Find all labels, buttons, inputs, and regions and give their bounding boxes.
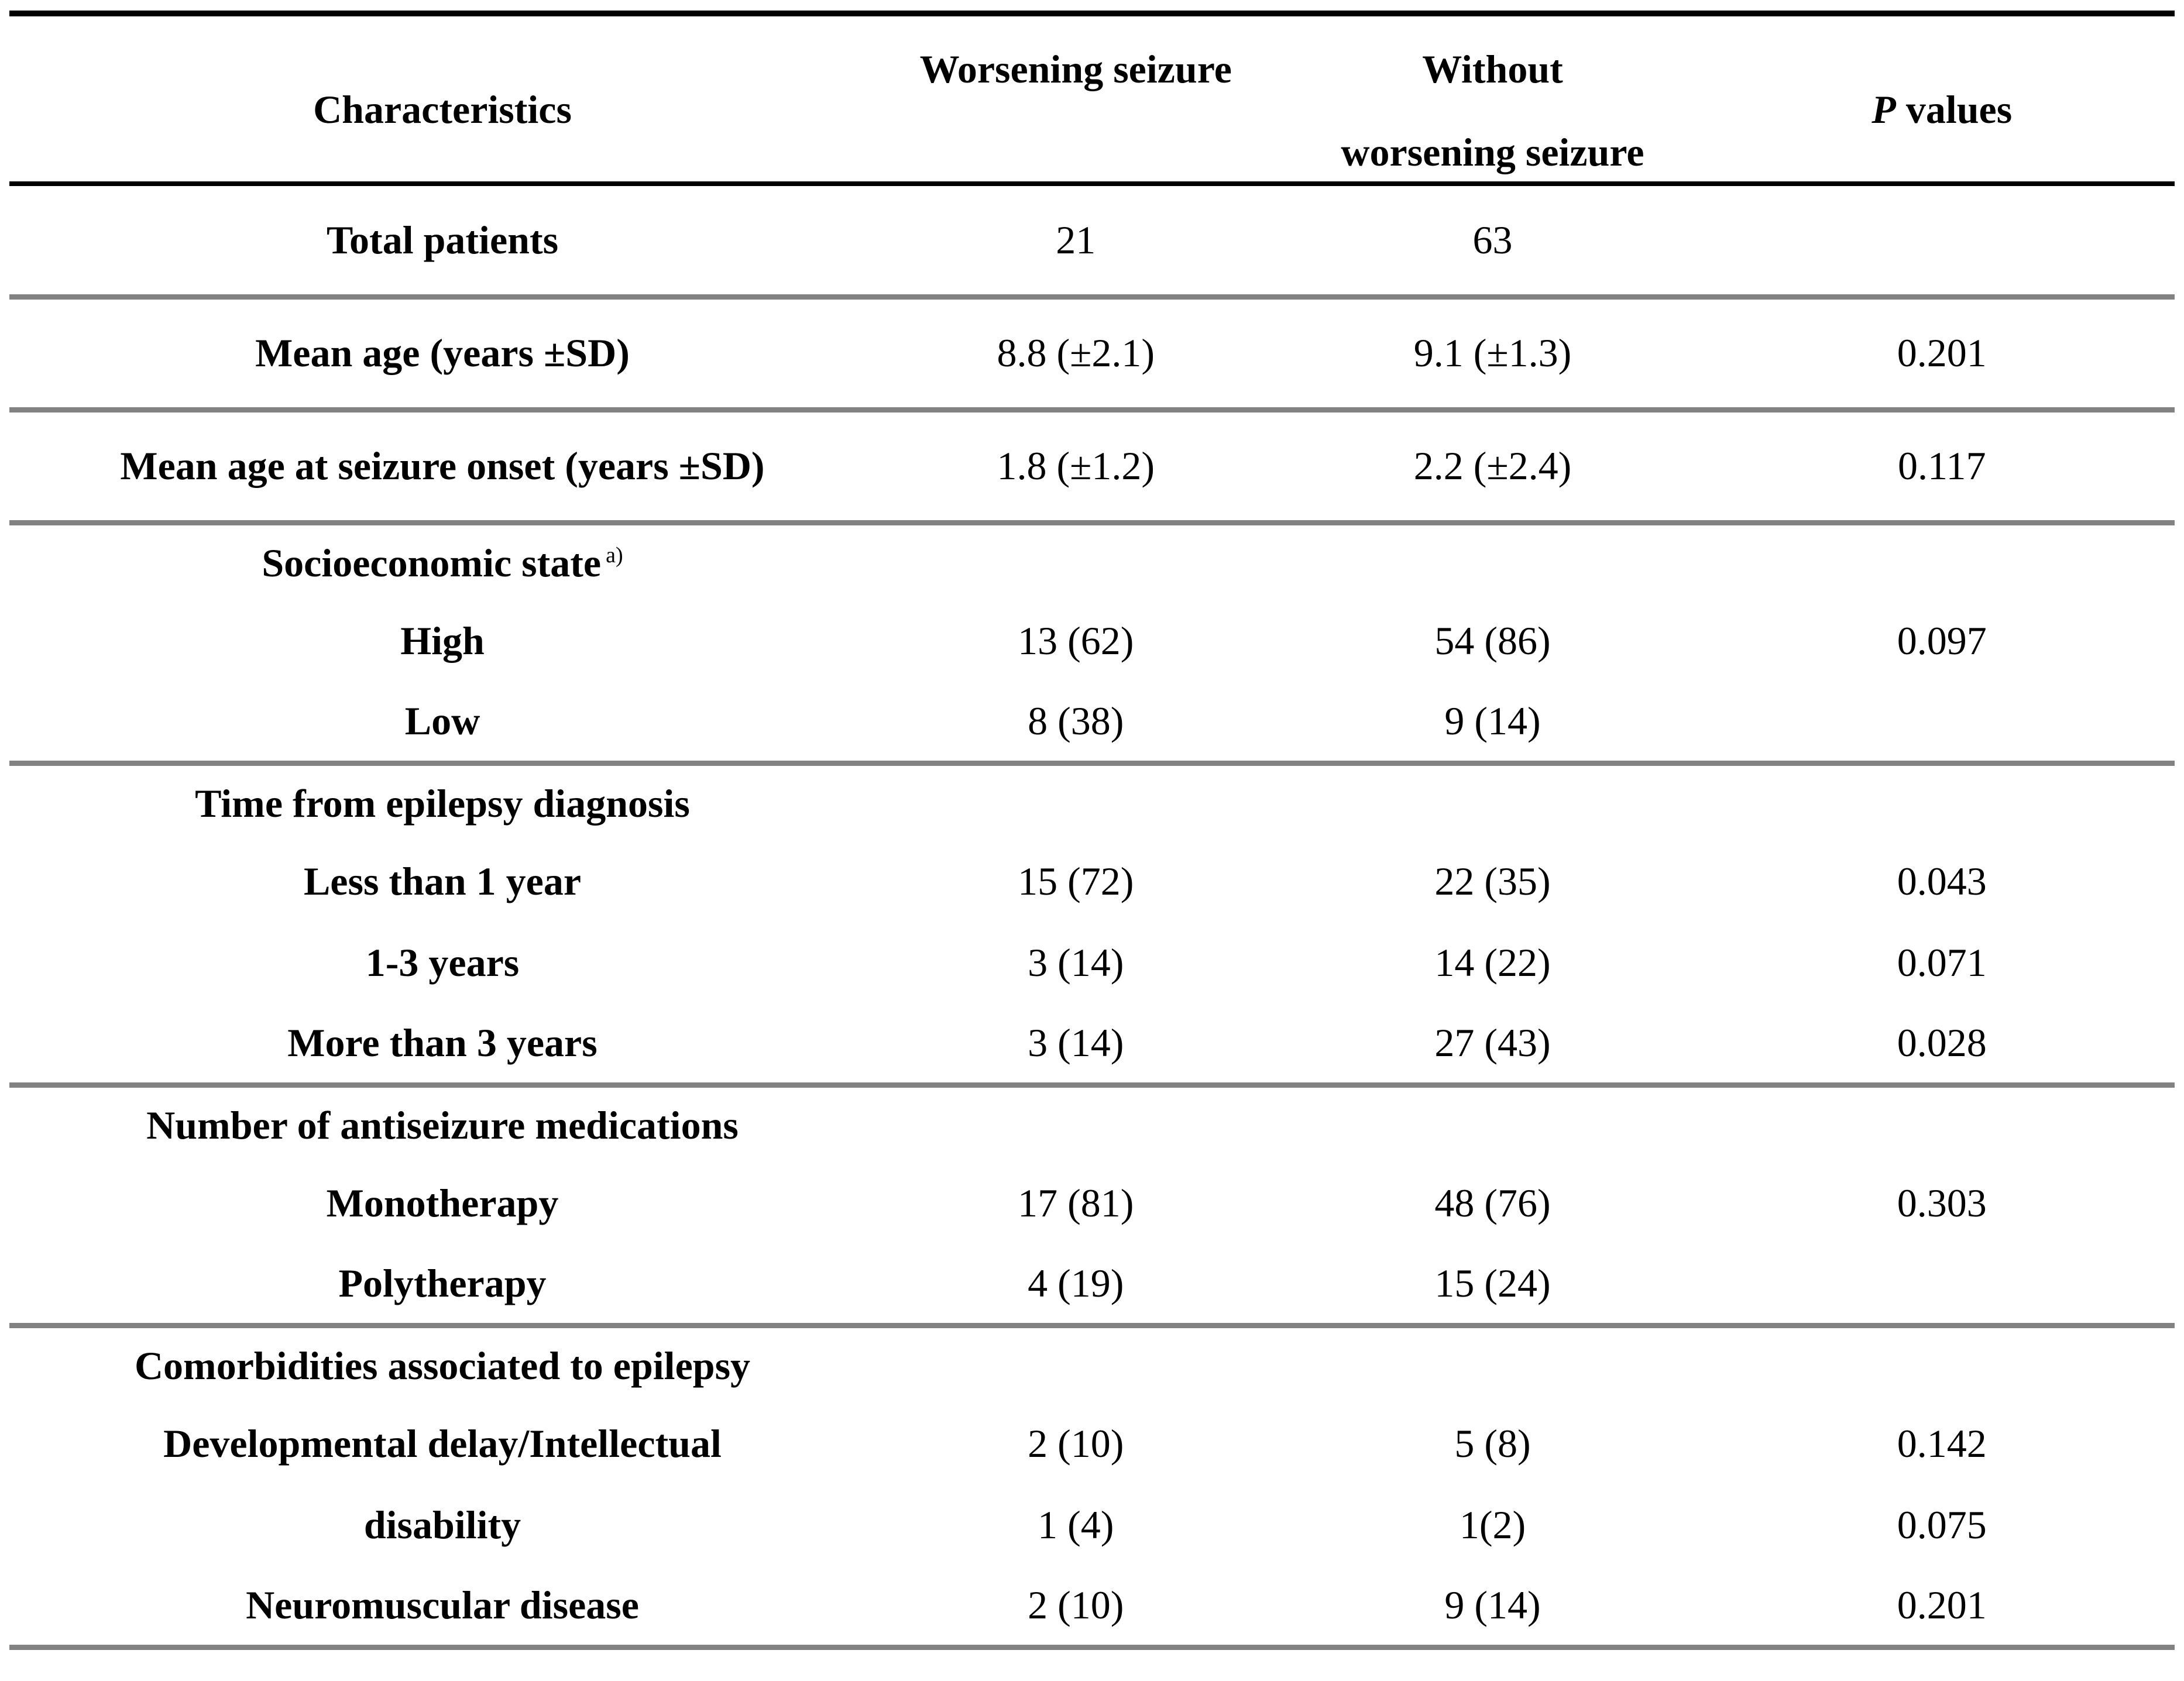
cell-pvalue: 0.043 xyxy=(1897,859,1987,904)
cell-pvalue xyxy=(1709,763,2175,841)
section-row xyxy=(9,1325,2175,1403)
header-without-line1: Without xyxy=(1422,47,1563,91)
cell-worsening: 15 (72) xyxy=(1018,859,1134,904)
header-without-line2: worsening seizure xyxy=(1341,130,1644,174)
cell-worsening: 3 (14) xyxy=(875,1003,1276,1085)
row-label-text: disability xyxy=(363,1503,521,1548)
section-row xyxy=(9,763,2175,841)
row-label-text: Total patients xyxy=(326,218,559,263)
cell-pvalue: 0.117 xyxy=(1709,410,2175,522)
table-row xyxy=(9,600,2175,682)
row-label xyxy=(9,1003,875,1085)
row-label xyxy=(9,1566,875,1647)
row-label xyxy=(9,1163,875,1244)
footnote-marker: a) xyxy=(606,543,623,568)
row-label-text: Neuromuscular disease xyxy=(246,1583,639,1628)
characteristics-table xyxy=(9,11,2175,1650)
row-label xyxy=(9,297,875,410)
cell-without: 9 (14) xyxy=(1276,682,1709,763)
table-row xyxy=(9,410,2175,522)
section-row xyxy=(9,1085,2175,1163)
table-row xyxy=(9,1484,2175,1566)
cell-pvalue xyxy=(1709,1325,2175,1403)
row-label-text: Less than 1 year xyxy=(303,859,582,904)
row-label xyxy=(9,410,875,522)
row-label-text: More than 3 years xyxy=(287,1020,597,1065)
cell-pvalue: 0.201 xyxy=(1709,1566,2175,1647)
row-label-text: Low xyxy=(404,699,480,744)
cell-without xyxy=(1276,1325,1709,1403)
header-without-worsening-seizure xyxy=(1276,13,1709,184)
cell-pvalue: 0.303 xyxy=(1897,1181,1987,1226)
table-body xyxy=(9,184,2175,1647)
row-label-text: Socioeconomic state xyxy=(262,540,602,585)
row-label xyxy=(9,522,875,600)
row-label xyxy=(9,763,875,841)
cell-without: 9 (14) xyxy=(1276,1566,1709,1647)
row-label-text: Time from epilepsy diagnosis xyxy=(195,781,690,826)
cell-pvalue xyxy=(1709,184,2175,297)
row-label xyxy=(9,1085,875,1163)
row-label xyxy=(9,184,875,297)
row-label xyxy=(9,841,875,922)
cell-without: 15 (24) xyxy=(1276,1244,1709,1325)
cell-pvalue: 0.097 xyxy=(1897,618,1987,664)
header-worsening-seizure: Worsening seizure xyxy=(875,13,1276,184)
header-row xyxy=(9,13,2175,184)
cell-pvalue xyxy=(1709,1244,2175,1325)
table-row xyxy=(9,1403,2175,1484)
cell-without: 14 (22) xyxy=(1434,940,1551,985)
table-row xyxy=(9,184,2175,297)
cell-worsening xyxy=(875,1085,1276,1163)
cell-worsening: 8 (38) xyxy=(875,682,1276,763)
cell-without xyxy=(1276,522,1709,600)
row-label xyxy=(9,1325,875,1403)
cell-worsening xyxy=(875,1325,1276,1403)
cell-worsening: 2 (10) xyxy=(1028,1421,1124,1466)
cell-without: 2.2 (±2.4) xyxy=(1276,410,1709,522)
row-label xyxy=(9,682,875,763)
table-row xyxy=(9,1566,2175,1647)
cell-without: 27 (43) xyxy=(1276,1003,1709,1085)
cell-worsening: 13 (62) xyxy=(1018,618,1134,664)
cell-pvalue xyxy=(1709,1085,2175,1163)
cell-pvalue: 0.142 xyxy=(1897,1421,1987,1466)
row-label xyxy=(9,1484,875,1566)
row-label xyxy=(9,1403,875,1484)
cell-worsening: 17 (81) xyxy=(1018,1181,1134,1226)
header-p-italic: P xyxy=(1871,87,1896,132)
cell-without: 48 (76) xyxy=(1434,1181,1551,1226)
header-p-values xyxy=(1709,13,2175,184)
cell-worsening: 3 (14) xyxy=(1028,940,1124,985)
header-p-rest: values xyxy=(1905,87,2013,132)
row-label-text: Mean age (years ±SD) xyxy=(255,331,630,376)
row-label xyxy=(9,922,875,1003)
table-row xyxy=(9,841,2175,922)
row-label-text: Monotherapy xyxy=(326,1181,559,1226)
cell-pvalue: 0.071 xyxy=(1897,940,1987,985)
cell-pvalue xyxy=(1709,522,2175,600)
table-row xyxy=(9,297,2175,410)
table-header xyxy=(9,13,2175,184)
header-characteristics: Characteristics xyxy=(9,13,875,184)
cell-pvalue: 0.075 xyxy=(1897,1503,1987,1548)
row-label-text: Mean age at seizure onset (years ±SD) xyxy=(120,444,765,489)
row-label-text: Polytherapy xyxy=(338,1261,547,1306)
cell-pvalue xyxy=(1709,682,2175,763)
cell-worsening: 21 xyxy=(875,184,1276,297)
characteristics-table-wrapper xyxy=(9,11,2175,1650)
row-label-text: Comorbidities associated to epilepsy xyxy=(134,1343,751,1388)
cell-without: 1(2) xyxy=(1459,1503,1526,1548)
section-row xyxy=(9,522,2175,600)
row-label xyxy=(9,1244,875,1325)
cell-without: 22 (35) xyxy=(1434,859,1551,904)
row-label-text: Developmental delay/Intellectual xyxy=(163,1421,722,1466)
cell-without xyxy=(1276,763,1709,841)
cell-without: 54 (86) xyxy=(1434,618,1551,664)
row-label-text: Number of antiseizure medications xyxy=(146,1102,739,1147)
cell-without: 63 xyxy=(1276,184,1709,297)
cell-pvalue: 0.028 xyxy=(1709,1003,2175,1085)
table-row xyxy=(9,682,2175,763)
row-label-text: High xyxy=(400,618,485,664)
cell-pvalue: 0.201 xyxy=(1709,297,2175,410)
cell-worsening: 4 (19) xyxy=(875,1244,1276,1325)
table-row xyxy=(9,1003,2175,1085)
table-row xyxy=(9,922,2175,1003)
cell-worsening: 8.8 (±2.1) xyxy=(875,297,1276,410)
table-row xyxy=(9,1244,2175,1325)
cell-worsening: 1.8 (±1.2) xyxy=(875,410,1276,522)
cell-without xyxy=(1276,1085,1709,1163)
cell-without: 9.1 (±1.3) xyxy=(1276,297,1709,410)
cell-without: 5 (8) xyxy=(1454,1421,1531,1466)
row-label xyxy=(9,600,875,682)
cell-worsening: 2 (10) xyxy=(875,1566,1276,1647)
cell-worsening xyxy=(875,763,1276,841)
cell-worsening xyxy=(875,522,1276,600)
row-label-text: 1-3 years xyxy=(365,940,520,985)
cell-worsening: 1 (4) xyxy=(1038,1503,1114,1548)
table-row xyxy=(9,1163,2175,1244)
